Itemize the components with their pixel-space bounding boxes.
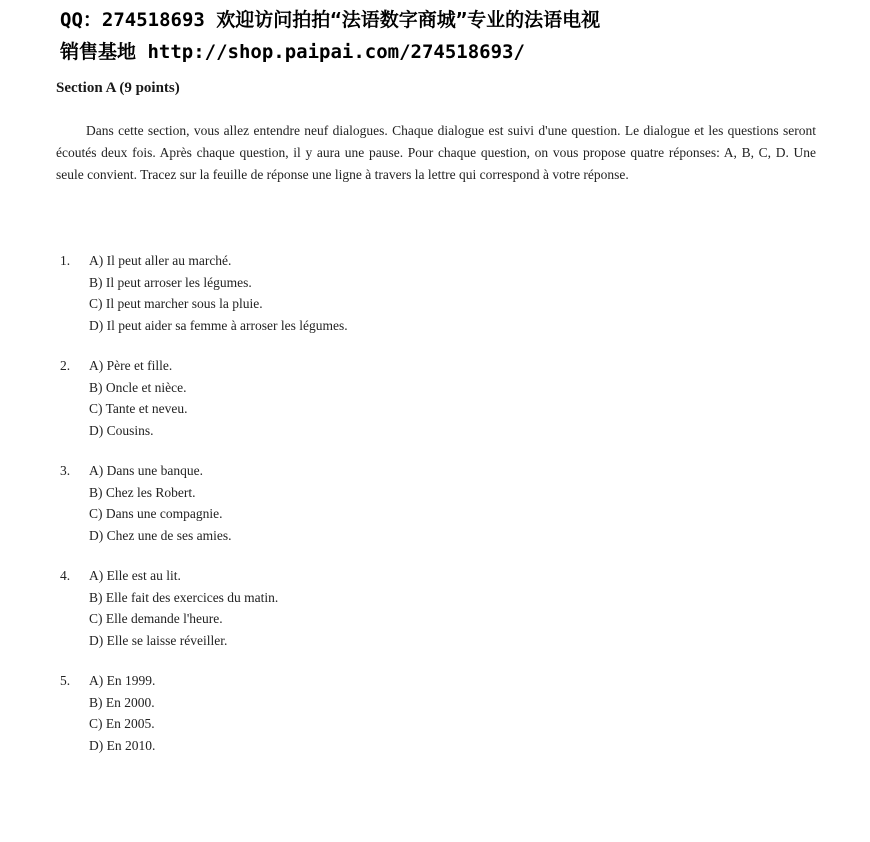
option-c: C) Il peut marcher sous la pluie.	[89, 296, 263, 311]
option-b: B) Il peut arroser les légumes.	[89, 274, 252, 290]
header-banner	[60, 6, 870, 66]
option-b: B) Chez les Robert.	[89, 484, 196, 500]
option-c: C) Dans une compagnie.	[89, 506, 223, 521]
question-number: 5.	[60, 673, 71, 688]
question-1	[56, 250, 816, 336]
option-b: B) Oncle et nièce.	[89, 379, 187, 395]
option-b: B) Elle fait des exercices du matin.	[89, 589, 279, 605]
question-3	[56, 460, 816, 546]
option-d: D) Il peut aider sa femme à arroser les légumes.	[89, 317, 348, 333]
option-a: A) Dans une banque.	[89, 463, 203, 478]
question-4	[56, 565, 816, 651]
section-instructions: Dans cette section, vous allez entendre neuf dialogues. Chaque dialogue est suivi d'une question. Le dialogue et les questions seront écoutés deux fois. Après chaque question, il y aura une pause. Pour chaque question, on vous propose quatre réponses: A, B, C, D. Une seule convient. Tracez sur la feuille de réponse une ligne à travers la lettre qui correspond à votre réponse.	[56, 123, 816, 182]
option-a: A) Père et fille.	[89, 358, 173, 373]
option-a: A) Il peut aller au marché.	[89, 253, 232, 268]
section-title: Section A (9 points)	[56, 80, 180, 96]
option-c: C) En 2005.	[89, 716, 155, 731]
option-d: D) Cousins.	[89, 422, 154, 438]
question-number: 1.	[60, 253, 71, 268]
question-number: 2.	[60, 358, 71, 373]
question-2	[56, 355, 816, 441]
option-d: D) En 2010.	[89, 737, 156, 753]
question-5	[56, 670, 816, 756]
option-c: C) Elle demande l'heure.	[89, 611, 223, 626]
option-a: A) En 1999.	[89, 673, 156, 688]
question-list	[56, 250, 816, 775]
option-c: C) Tante et neveu.	[89, 401, 188, 416]
banner-shop-line: 销售基地 http://shop.paipai.com/274518693/	[60, 41, 525, 63]
option-a: A) Elle est au lit.	[89, 568, 181, 583]
option-d: D) Elle se laisse réveiller.	[89, 632, 228, 648]
option-d: D) Chez une de ses amies.	[89, 527, 232, 543]
question-number: 4.	[60, 568, 71, 583]
banner-contact-line: QQ：274518693 欢迎访问拍拍“法语数字商城”专业的法语电视	[60, 9, 601, 31]
question-number: 3.	[60, 463, 71, 478]
option-b: B) En 2000.	[89, 694, 155, 710]
